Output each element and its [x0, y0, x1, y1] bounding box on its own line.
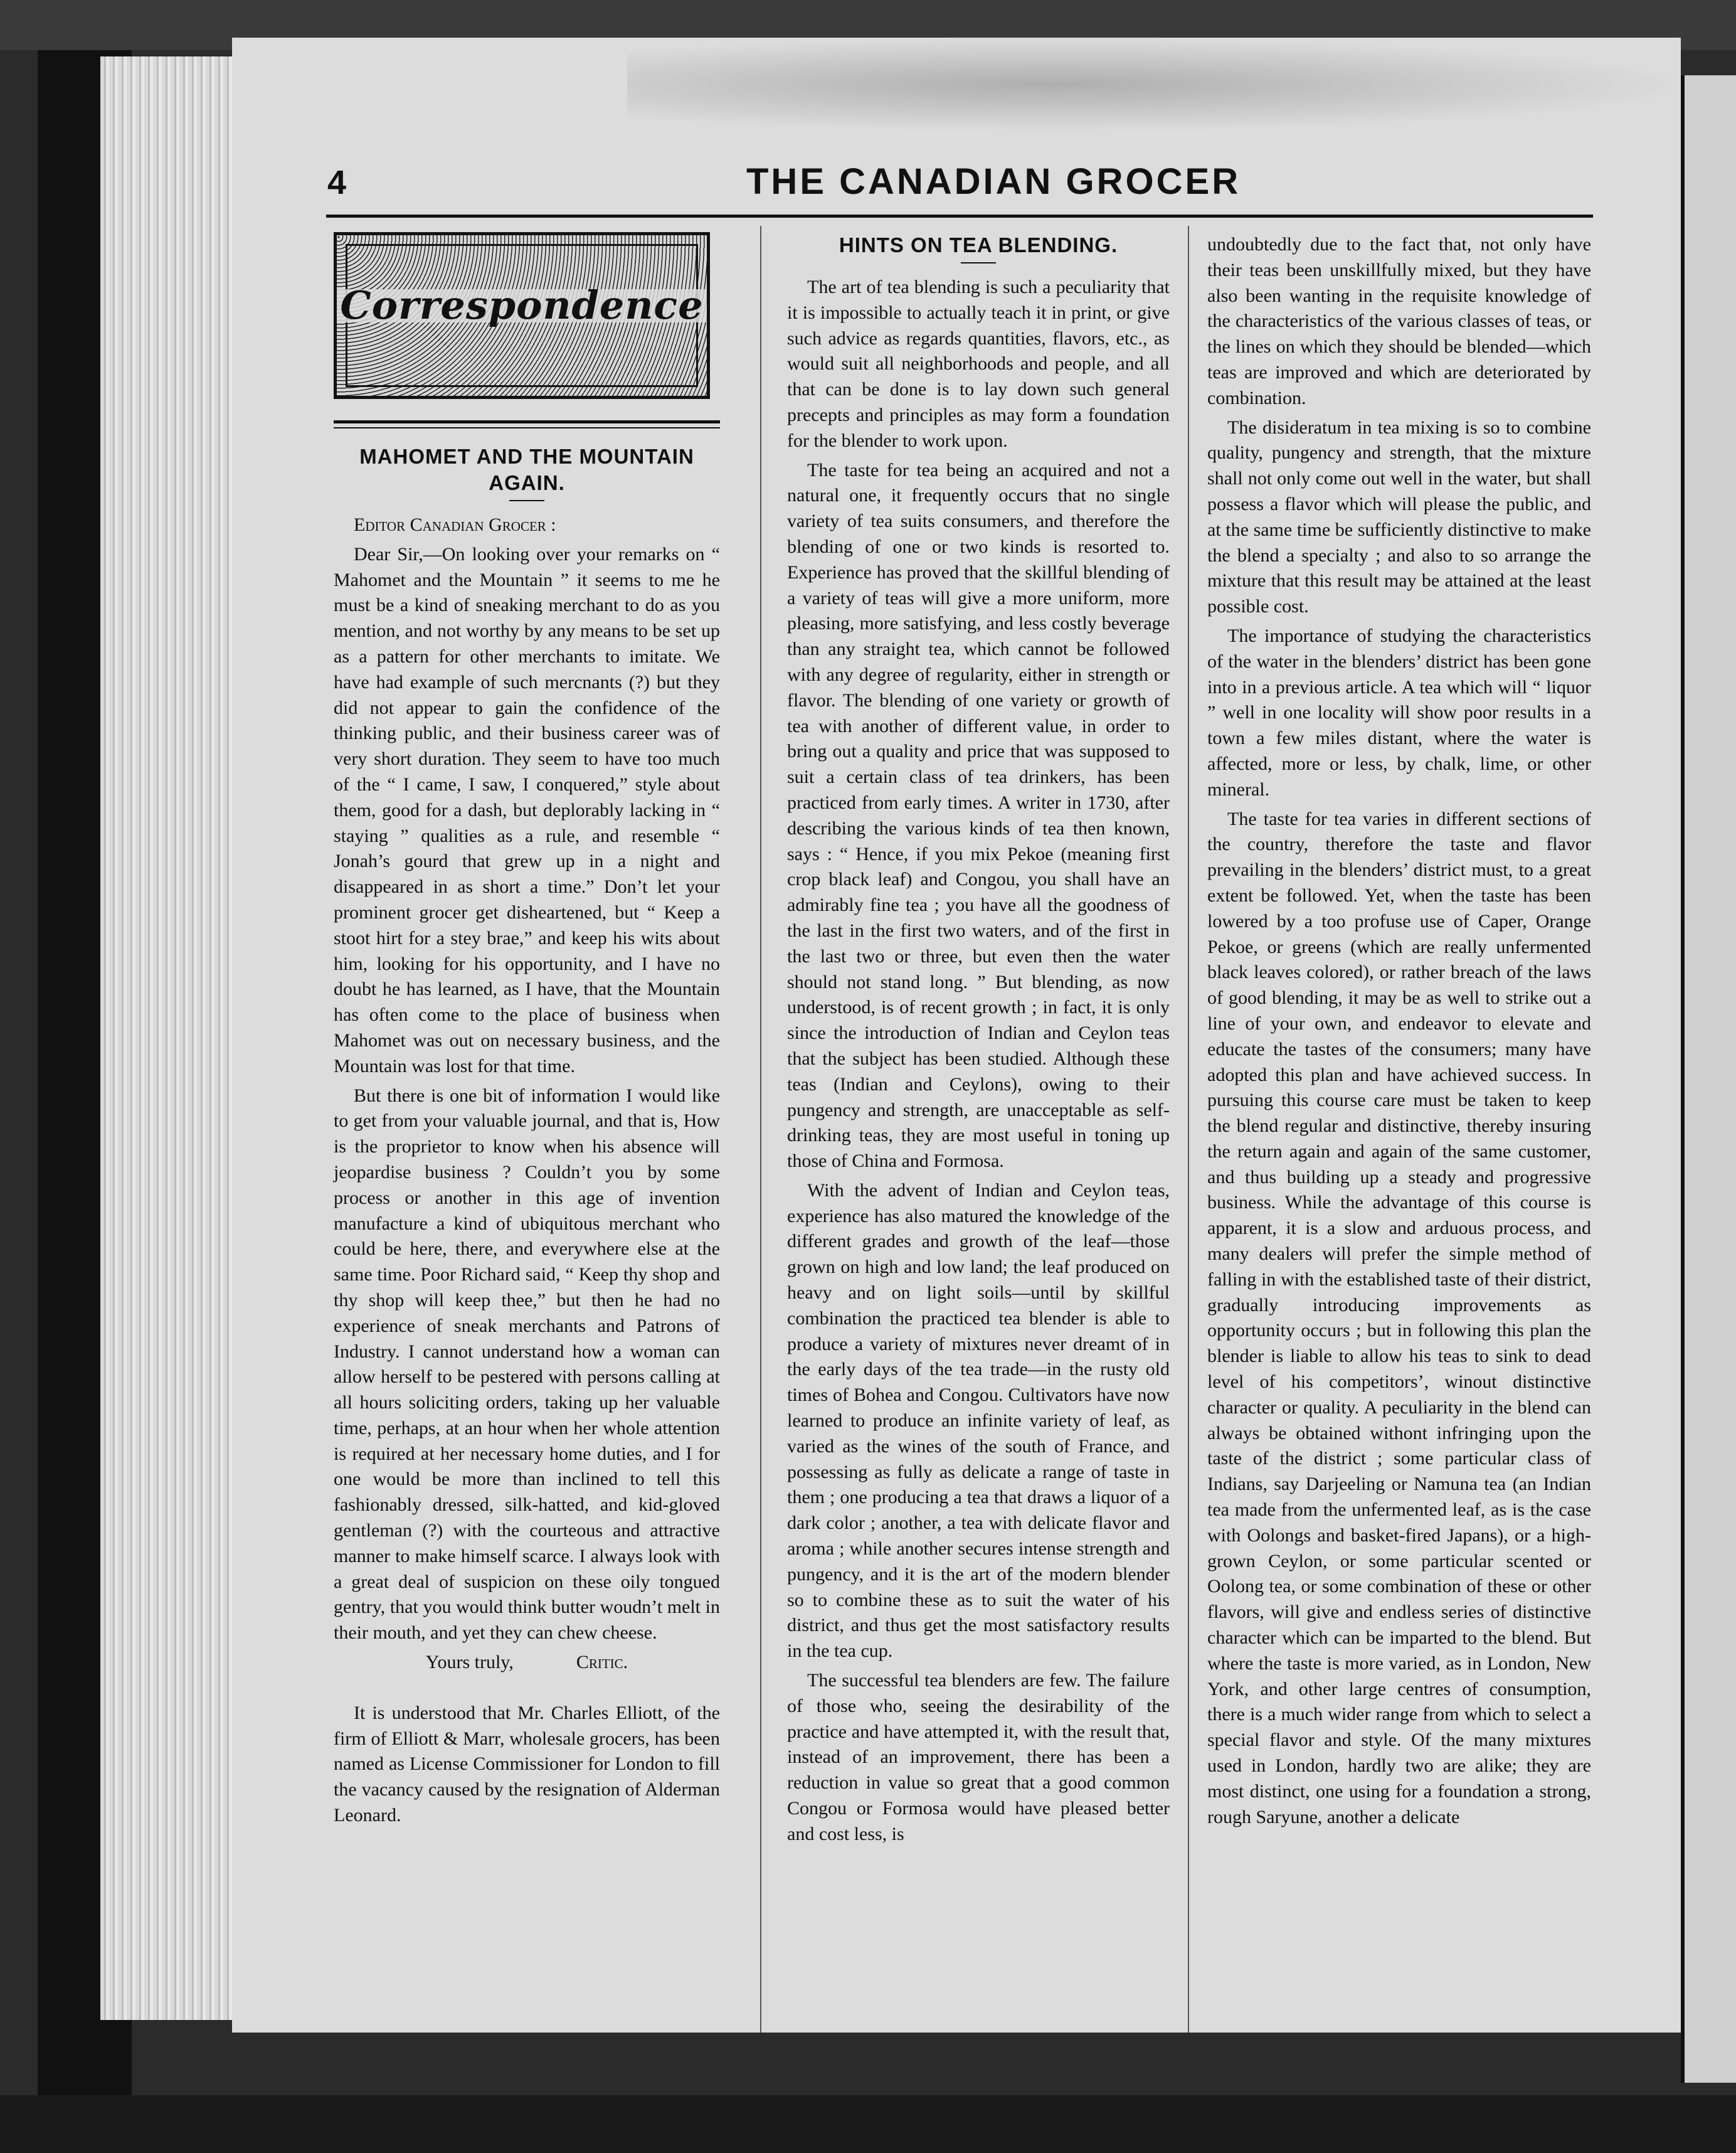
article-heading: MAHOMET AND THE MOUNTAIN AGAIN. [359, 445, 694, 494]
page-edges [100, 56, 251, 2020]
letter-paragraph: Dear Sir,—On looking over your remarks on “ Mahomet and the Mountain ” it seems to me he must be a kind of sneaking merchant to do as you mention, and not worthy by any means to be set up as a pattern for other merchants to imitate. We have had example of such mercnants (?) but they did not appear to gain the confidence of the thinking public, and their business career was of very short duration. They seem to have too much of the “ I came, I saw, I conquered,” style about them, good for a dash, but deplorably lacking in “ staying ” qualities as a rule, and resemble “ Jonah’s gourd that grew up in a night and disappeared in as short a time.” Don’t let your prominent grocer get disheartened, but “ Keep a stoot hirt for a stey brae,” and keep his wits about him, looking for his opportunity, and I have no doubt he has learned, as I have, that the Mountain has often come to the place of business when Mahomet was out on necessary business, and the Mountain was lost for that time. [334, 543, 720, 1076]
letter-paragraph: But there is one bit of information I would like to get from your valuable journal, and that is, How is the proprietor to know when his absence will jeopardise business ? Couldn’t you by some process or another in this age of invention manufacture a kind of ubiquitous merchant who could be here, there, and everywhere else at the same time. Poor Richard said, “ Keep thy shop and thy shop will keep thee,” but then he had no experience of sneak merchants and Patrons of Industry. I cannot understand how a woman can allow herself to be pestered with persons calling at all hours soliciting orders, taking up her valuable time, perhaps, at an hour when her whole attention is required at her necessary home duties, and I for one would be more than inclined to tell this fashionably dressed, silk-hatted, and kid-gloved gentleman (?) with the courteous and attractive manner to make himself scarce. I always look with a great deal of suspicion on these oily tongued gentry, that you would think butter woudn’t melt in their mouth, and yet they can chew cheese. [334, 1085, 720, 1644]
newspaper-page [232, 38, 1681, 2033]
salutation: Editor Canadian Grocer : [354, 514, 556, 535]
section-rule [334, 420, 720, 428]
heading-dash [509, 500, 544, 501]
notice-paragraph: It is understood that Mr. Charles Elliott, of the firm of Elliott & Marr, wholesale grocers, has been named as License Commissioner for London to fill the vacancy caused by the resignation of Alderman Leonard. [334, 1702, 720, 1826]
heading-dash [961, 262, 996, 263]
article-paragraph: With the advent of Indian and Ceylon teas, experience has also matured the knowledge of the different grades and growth of the leaf—those grown on high and low land; the leaf produced on heavy and on light soils—until by skillful combination the practiced tea blender is able to produce a variety of mixtures never dreamt of in the early days of the tea trade—in the rusty old times of Bohea and Congou. Cultivators have now learned to produce an infinite variety of leaf, as varied as the wines of the south of France, and possessing as fully as delicate a range of taste in them ; one producing a tea that draws a liquor of a dark color ; another, a tea with delicate flavor and aroma ; while another secures intense strength and pungency, and it is the art of the modern blender so to combine these as to suit the water of his district, and thus get the most satisfactory results in the tea cup. [787, 1179, 1170, 1662]
column-divider [760, 226, 761, 2033]
article-paragraph: The disideratum in tea mixing is so to combine quality, pungency and strength, that the mixture shall not only come out well in the water, but shall possess a flavor which will please the public, and at the same time be sufficiently distinctive to make the blend a specialty ; and also to so arrange the mixture that this result may be attained at the least possible cost. [1207, 417, 1591, 617]
banner-text: Correspondence [337, 289, 707, 322]
signoff [334, 1650, 720, 1676]
masthead-rule [326, 215, 1593, 218]
article-heading: HINTS ON TEA BLENDING. [839, 233, 1118, 257]
masthead-title: THE CANADIAN GROCER [746, 161, 1241, 202]
article-paragraph: The art of tea blending is such a peculiarity that it is impossible to actually teach it in print, or give such advice as regards quantities, flavors, etc., as would suit all neighborhoods and people, and all that can be done is to lay down such general precepts and principles as may form a foundation for the blender to work upon. [787, 277, 1170, 451]
article-paragraph: The taste for tea being an acquired and not a natural one, it frequently occurs that no single variety of tea suits consumers, and therefore the blending of one or two kinds is resorted to. Experience has proved that the skillful blending of a variety of teas will give a more uniform, more pleasing, more satisfying, and less costly beverage than any straight tea, which cannot be followed with any degree of regularity, either in strength or flavor. The blending of one variety or growth of tea with another of different value, in order to bring out a quality and price that was supposed to suit a certain class of tea drinkers, has been practiced from early times. A writer in 1730, after describing the various kinds of tea then known, says : “ Hence, if you mix Pekoe (meaning first crop black leaf) and Congou, you shall have an admirably fine tea ; you have all the goodness of the last in the first two waters, and of the first in the last two or three, but even then the water should not stand long. ” But blending, as now understood, is of recent growth ; in fact, it is only since the introduction of Indian and Ceylon teas that the subject has been studied. Although these teas (Indian and Ceylons), owing to their pungency and strength, are unacceptable as self-drinking teas, they are most useful in toning up those of China and Formosa. [787, 459, 1170, 1172]
article-paragraph: The successful tea blenders are few. The failure of those who, seeing the desirability of the practice and have attempted it, with the result that, instead of an improvement, there has been a reduction in value so great that a good common Congou or Formosa would have pleased better and cost less, is [787, 1670, 1170, 1844]
right-column [1207, 232, 1591, 1834]
correspondence-banner [334, 232, 710, 399]
scan-smudge [627, 38, 1693, 132]
signoff-signature: Critic. [576, 1652, 628, 1673]
scan-background-bottom [0, 2095, 1736, 2153]
article-paragraph: The taste for tea varies in different sections of the country, therefore the taste and flavor prevailing in the blenders’ district must, to a great extent be followed. Yet, when the taste has been lowered by a too profuse use of Caper, Orange Pekoe, or greens (which are really unfermented black leaves colored), or rather breach of the laws of good blending, it may be as well to strike out a line of your own, and endeavor to elevate and educate the tastes of the consumers; many have adopted this plan and have achieved success. In pursuing this course care must be taken to keep the blend regular and distinctive, thereby insuring the return again and again of the same customer, and thus building up a steady and progressive business. While the advantage of this course is apparent, it is a slow and arduous process, and many dealers will prefer the simple method of falling in with the established taste of their district, gradually introducing improvements as opportunity occurs ; but in following this plan the blender is liable to allow his teas to sink to dead level of his competitors’, winout distinctive character or quality. A peculiarity in the blend can always be obtained withont infringing upon the taste of the district ; some particular class of Indians, say Darjeeling or Namuna tea (an Indian tea made from the unfermented leaf, as is the case with Oolongs and basket-fired Japans), or a high-grown Ceylon, or some particular scented or Oolong tea, or some combination of these or other flavors, will give and endless series of distinctive character which can be imparted to the blend. But where the taste is more varied, as in London, New York, and other large centres of consumption, there is a much wider range from which to select a special flavor and style. Of the many mixtures used in London, hardly two are alike; they are most distinct, one using for a foundation a strong, rough Saryune, another a delicate [1207, 808, 1591, 1827]
page-number: 4 [327, 164, 347, 201]
signoff-closing: Yours truly, [425, 1652, 514, 1673]
column-divider [1188, 226, 1189, 2033]
left-column [334, 232, 720, 1832]
article-paragraph: The importance of studying the characteristics of the water in the blenders’ district has been gone into in a previous article. A tea which will “ liquor ” well in one locality will show poor results in a town a few miles distant, where the water is affected, more or less, by chalk, lime, or other mineral. [1207, 625, 1591, 800]
article-paragraph: undoubtedly due to the fact that, not only have their teas been unskillfully mixed, but they have also been wanting in the requisite knowledge of the characteristics of the various classes of teas, or the lines on which they should be blended—which teas are improved and which are deteriorated by combination. [1207, 234, 1591, 408]
middle-column [787, 232, 1170, 1851]
facing-page-edge [1681, 75, 1736, 2083]
